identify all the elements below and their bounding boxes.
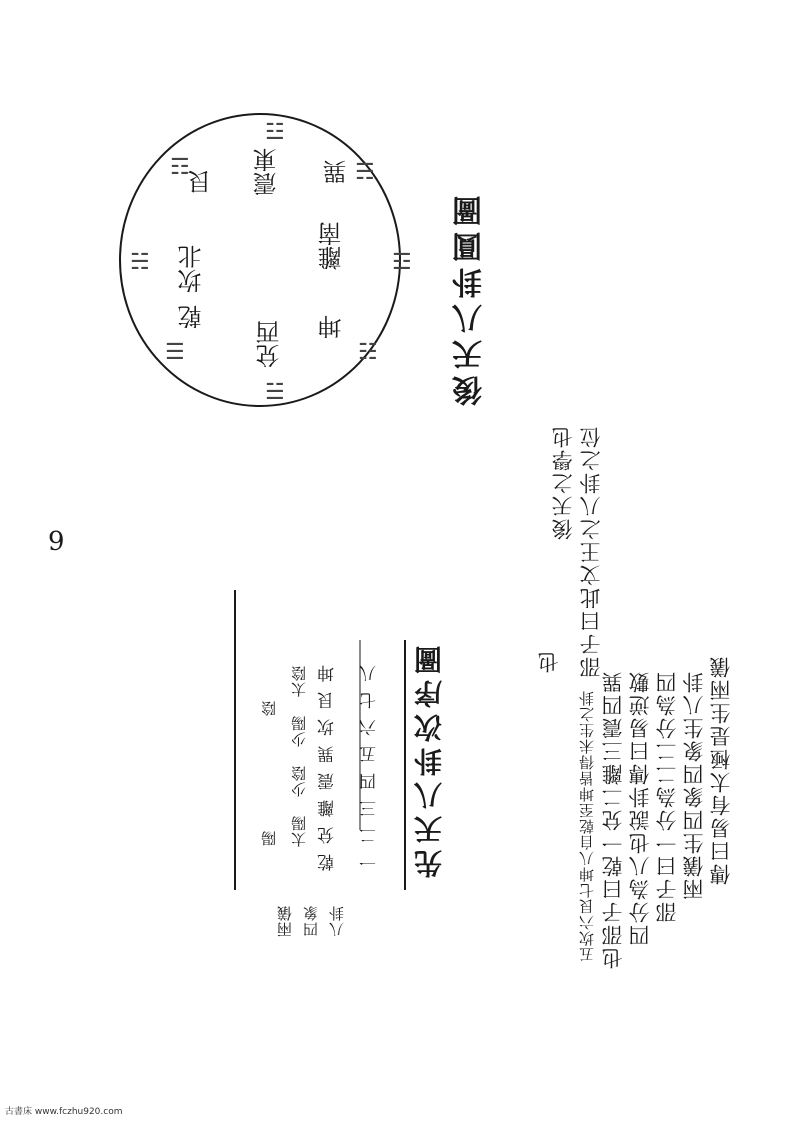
later-heaven-note-line-2: 後天之學也 (551, 425, 575, 540)
trigram-symbol-dui: ☱ (265, 380, 285, 405)
commentary-line-4: 四分為八也說卦傳曰易逆數 (628, 670, 652, 946)
gua-row: 乾兌離震巽坎艮坤 (318, 655, 338, 871)
commentary-line-1: 傳曰易有太極是生兩儀 (709, 655, 733, 885)
number-row: 一二三四五六七八 (360, 655, 380, 871)
footer-watermark: 古書床 www.fczhu920.com (5, 1107, 123, 1117)
gua-label-xun: 巽 (323, 160, 351, 184)
later-heaven-title: 後天八卦圓圖 (453, 190, 488, 406)
trigram-symbol-kan: ☵ (130, 250, 150, 275)
later-heaven-note-line-1: 邵子曰此文王之八卦之位 (579, 425, 603, 678)
gua-label-qian: 乾 (178, 305, 206, 329)
prior-heaven-title: 先天八卦次序圖 (413, 640, 446, 878)
gua-label-li: 離南 (318, 222, 346, 270)
page-number: 6 (48, 524, 65, 554)
trigram-symbol-li: ☲ (392, 250, 412, 275)
gua-label-dui: 兌西 (256, 320, 284, 368)
commentary-line-3: 邵子曰一分為二二分為四 (655, 670, 679, 923)
side-label-bagua: 八卦 (328, 905, 346, 937)
four-image-taiyang: 太陽 (290, 815, 308, 847)
gua-label-gen: 艮 (188, 170, 216, 194)
trigram-symbol-kun: ☷ (358, 340, 378, 365)
commentary-line-5: 也邵子曰乾一兌二離三震四巽 (601, 670, 625, 969)
side-label-sixiang: 四象 (302, 905, 320, 937)
trigram-symbol-zhen: ☳ (265, 120, 285, 145)
four-image-shaoyang: 少陽 (290, 715, 308, 747)
two-mode-yin: 陰 (260, 700, 278, 716)
commentary-line-2: 兩儀生四象四象生八卦 (682, 670, 706, 900)
commentary-line-7: 也 (537, 650, 561, 673)
trigram-symbol-qian: ☰ (165, 340, 185, 365)
four-image-taiyin: 太陰 (290, 665, 308, 697)
gua-label-kun: 坤 (318, 315, 346, 339)
trigram-symbol-gen: ☶ (170, 155, 190, 180)
commentary-line-6: 五坎六艮七坤八自乾至坤皆得未生之卦 (578, 690, 596, 962)
two-mode-yang: 陽 (260, 830, 278, 846)
four-image-shaoyin: 少陰 (290, 765, 308, 797)
gua-label-kan: 坎北 (178, 245, 206, 293)
side-label-liangyi: 兩儀 (276, 905, 294, 937)
gua-label-zhen: 震東 (253, 148, 281, 196)
trigram-symbol-xun: ☴ (355, 160, 375, 185)
